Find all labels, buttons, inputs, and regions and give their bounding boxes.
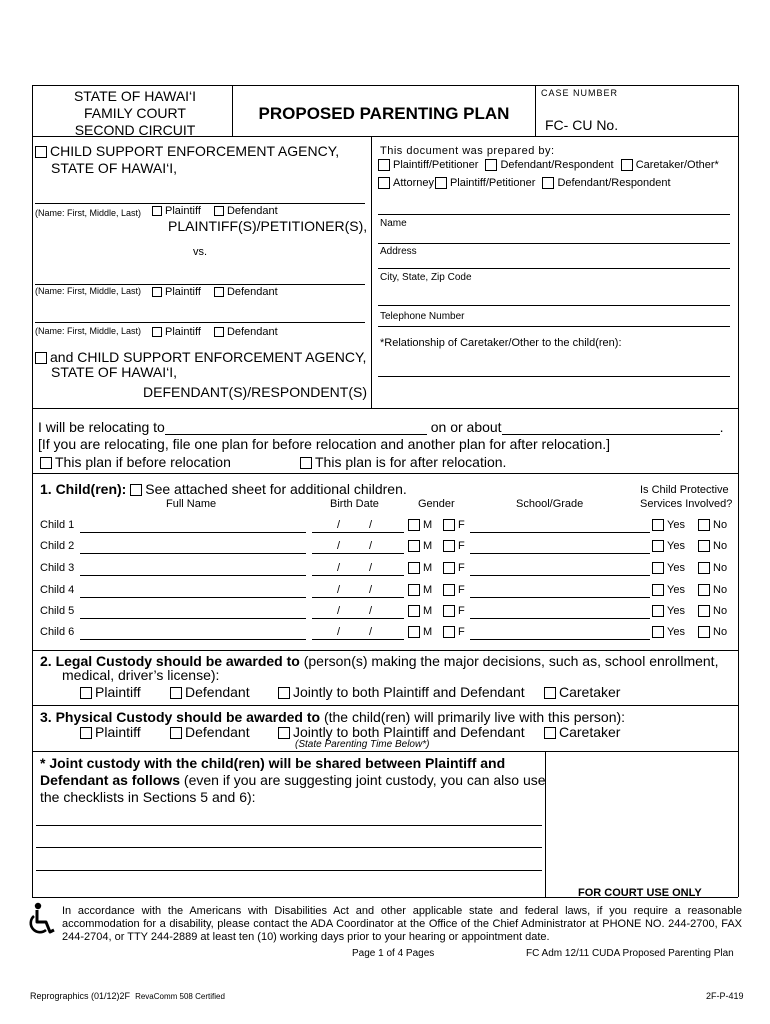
col-cps-line1: Is Child Protective bbox=[640, 484, 729, 496]
child-label: Child 1 bbox=[40, 519, 75, 531]
child-name-field[interactable] bbox=[80, 519, 306, 533]
cps-yes-label: Yes bbox=[667, 540, 685, 552]
party1-defendant-checkbox[interactable] bbox=[214, 206, 224, 216]
case-number-field[interactable]: FC- CU No. bbox=[545, 117, 619, 133]
legal-defendant-label: Defendant bbox=[185, 684, 250, 700]
cps-no-checkbox[interactable] bbox=[698, 626, 710, 638]
physical-note: (State Parenting Time Below*) bbox=[295, 739, 430, 750]
legal-num: 2. bbox=[40, 653, 52, 669]
prep-att-plaintiff-label: Plaintiff/Petitioner bbox=[449, 177, 536, 189]
cps-yes-checkbox[interactable] bbox=[652, 584, 664, 596]
csea2-line2: STATE OF HAWAI‘I, bbox=[51, 364, 177, 380]
csea-checkbox[interactable] bbox=[35, 146, 47, 158]
child-label: Child 6 bbox=[40, 626, 75, 638]
date-slash: / bbox=[369, 519, 373, 531]
legal-caretaker-checkbox[interactable] bbox=[544, 687, 556, 699]
party1-plaintiff-label: Plaintiff bbox=[165, 205, 201, 217]
child-name-field[interactable] bbox=[80, 626, 306, 640]
cps-no-label: No bbox=[713, 540, 728, 552]
prep-attorney-label: Attorney bbox=[393, 177, 434, 189]
legal-plaintiff-label: Plaintiff bbox=[95, 684, 141, 700]
party1-defendant-label: Defendant bbox=[226, 205, 278, 217]
date-slash: / bbox=[337, 540, 341, 552]
date-slash: / bbox=[369, 540, 373, 552]
child-name-field[interactable] bbox=[80, 562, 306, 576]
date-slash: / bbox=[369, 562, 373, 574]
legal-joint-checkbox[interactable] bbox=[278, 687, 290, 699]
defendants-respondents-label: DEFENDANT(S)/RESPONDENT(S) bbox=[143, 384, 368, 400]
csea2-line1: and CHILD SUPPORT ENFORCEMENT AGENCY, bbox=[50, 349, 367, 365]
legal-desc: (person(s) making the major decisions, such as, school enrollment, bbox=[303, 653, 719, 669]
joint-line3: the checklists in Sections 5 and 6): bbox=[40, 789, 256, 805]
prep-address-label: Address bbox=[380, 246, 417, 257]
party3-plaintiff-checkbox[interactable] bbox=[152, 327, 162, 337]
cps-no-label: No bbox=[713, 519, 728, 531]
legal-desc-2: medical, driver’s license): bbox=[62, 667, 220, 683]
child-birthdate-field[interactable] bbox=[312, 584, 404, 598]
party3-defendant-label: Defendant bbox=[226, 326, 278, 338]
male-checkbox[interactable] bbox=[408, 562, 420, 574]
date-slash: / bbox=[369, 605, 373, 617]
female-label: F bbox=[458, 605, 465, 617]
prep-caretaker-checkbox[interactable] bbox=[621, 159, 633, 171]
child-label: Child 2 bbox=[40, 540, 75, 552]
cps-no-checkbox[interactable] bbox=[698, 540, 710, 552]
party2-plaintiff-label: Plaintiff bbox=[165, 286, 201, 298]
case-number-label: CASE NUMBER bbox=[541, 88, 619, 98]
prepared-title: This document was prepared by: bbox=[380, 145, 555, 157]
child-birthdate-field[interactable] bbox=[312, 562, 404, 576]
child-label: Child 5 bbox=[40, 605, 75, 617]
physical-title: Physical Custody should be awarded to bbox=[55, 709, 321, 725]
child-name-field[interactable] bbox=[80, 605, 306, 619]
party2-plaintiff-checkbox[interactable] bbox=[152, 287, 162, 297]
reprographics: Reprographics (01/12)2F bbox=[30, 991, 131, 1001]
legal-caretaker-label: Caretaker bbox=[559, 684, 621, 700]
before-relocation-checkbox[interactable] bbox=[40, 457, 52, 469]
legal-defendant-checkbox[interactable] bbox=[170, 687, 182, 699]
female-checkbox[interactable] bbox=[443, 540, 455, 552]
relocating-to-field[interactable] bbox=[165, 418, 427, 435]
party2-defendant-label: Defendant bbox=[226, 286, 278, 298]
prep-name-label: Name bbox=[380, 218, 407, 229]
prep-plaintiff-checkbox[interactable] bbox=[378, 159, 390, 171]
csea-block bbox=[35, 143, 339, 177]
female-label: F bbox=[458, 540, 465, 552]
col-full-name: Full Name bbox=[166, 498, 217, 510]
prep-attorney-checkbox[interactable] bbox=[378, 177, 390, 189]
child-name-field[interactable] bbox=[80, 540, 306, 554]
cps-no-checkbox[interactable] bbox=[698, 562, 710, 574]
child-school-field[interactable] bbox=[470, 540, 650, 554]
court-use-label: FOR COURT USE ONLY bbox=[578, 887, 702, 897]
child-school-field[interactable] bbox=[470, 605, 650, 619]
party1-plaintiff-checkbox[interactable] bbox=[152, 206, 162, 216]
female-checkbox[interactable] bbox=[443, 626, 455, 638]
physical-desc: (the child(ren) will primarily live with this person): bbox=[323, 709, 626, 725]
male-label: M bbox=[423, 519, 433, 531]
wheelchair-icon bbox=[26, 902, 58, 938]
physical-defendant-label: Defendant bbox=[185, 724, 250, 740]
cps-no-label: No bbox=[713, 605, 728, 617]
child-birthdate-field[interactable] bbox=[312, 605, 404, 619]
legal-joint-label: Jointly to both Plaintiff and Defendant bbox=[293, 684, 525, 700]
male-checkbox[interactable] bbox=[408, 626, 420, 638]
child-school-field[interactable] bbox=[470, 562, 650, 576]
joint-block bbox=[40, 755, 546, 806]
col-school: School/Grade bbox=[516, 498, 584, 510]
child-birthdate-field[interactable] bbox=[312, 626, 404, 640]
physical-joint-label: Jointly to both Plaintiff and Defendant bbox=[293, 724, 525, 740]
female-label: F bbox=[458, 519, 465, 531]
cps-no-label: No bbox=[713, 562, 728, 574]
physical-caretaker-label: Caretaker bbox=[559, 724, 621, 740]
joint-line2-rest: (even if you are suggesting joint custody, you can also use bbox=[180, 772, 546, 788]
vs-label: vs. bbox=[193, 246, 208, 258]
relocation-instructions: [If you are relocating, file one plan for before relocation and another plan for after relocation.] bbox=[38, 436, 611, 452]
female-checkbox[interactable] bbox=[443, 519, 455, 531]
cps-yes-checkbox[interactable] bbox=[652, 626, 664, 638]
court-name bbox=[40, 88, 230, 139]
col-cps-line2: Services Involved? bbox=[640, 498, 733, 510]
male-checkbox[interactable] bbox=[408, 540, 420, 552]
prep-city-label: City, State, Zip Code bbox=[380, 272, 472, 283]
physical-caretaker-checkbox[interactable] bbox=[544, 727, 556, 739]
date-slash: / bbox=[337, 626, 341, 638]
court-line2: FAMILY COURT bbox=[84, 105, 186, 121]
prep-defendant-label: Defendant/Respondent bbox=[500, 159, 614, 171]
form-code: 2F-P-419 bbox=[706, 991, 744, 1001]
document-title: PROPOSED PARENTING PLAN bbox=[258, 104, 510, 123]
cps-yes-label: Yes bbox=[667, 519, 685, 531]
female-label: F bbox=[458, 562, 465, 574]
child-label: Child 3 bbox=[40, 562, 75, 574]
prep-att-defendant-checkbox[interactable] bbox=[542, 177, 554, 189]
child-name-field[interactable] bbox=[80, 584, 306, 598]
legal-plaintiff-checkbox[interactable] bbox=[80, 687, 92, 699]
male-label: M bbox=[423, 584, 433, 596]
prep-att-plaintiff-checkbox[interactable] bbox=[435, 177, 447, 189]
male-label: M bbox=[423, 605, 433, 617]
child-school-field[interactable] bbox=[470, 584, 650, 598]
after-relocation-label: This plan is for after relocation. bbox=[315, 454, 507, 470]
relocation-date-field[interactable] bbox=[502, 418, 720, 435]
prep-plaintiff-label: Plaintiff/Petitioner bbox=[393, 159, 479, 171]
female-label: F bbox=[458, 626, 465, 638]
child-school-field[interactable] bbox=[470, 519, 650, 533]
cps-yes-label: Yes bbox=[667, 626, 685, 638]
joint-line2-bold: Defendant as follows bbox=[40, 772, 181, 788]
csea-line2: STATE OF HAWAI‘I, bbox=[51, 160, 177, 176]
date-slash: / bbox=[337, 584, 341, 596]
cps-yes-label: Yes bbox=[667, 562, 685, 574]
joint-line-field-1[interactable] bbox=[36, 825, 542, 826]
cps-yes-checkbox[interactable] bbox=[652, 562, 664, 574]
cps-yes-label: Yes bbox=[667, 584, 685, 596]
prep-defendant-checkbox[interactable] bbox=[485, 159, 497, 171]
prep-att-defendant-label: Defendant/Respondent bbox=[557, 177, 671, 189]
court-line1: STATE OF HAWAI‘I bbox=[73, 88, 197, 104]
cps-no-label: No bbox=[713, 626, 728, 638]
csea2-checkbox[interactable] bbox=[35, 352, 47, 364]
page-number: Page 1 of 4 Pages bbox=[352, 948, 435, 959]
physical-plaintiff-checkbox[interactable] bbox=[80, 727, 92, 739]
relocating-to-label: I will be relocating to bbox=[38, 419, 165, 435]
female-checkbox[interactable] bbox=[443, 584, 455, 596]
ada-notice: In accordance with the Americans with Disabilities Act and other applicable state and federal laws, if you require a reasonable accommodation for a disability, please contact the ADA Coordinator at the Office of the Chief Administrator at PHONE NO. 244-2700, FAX 244-2704, or TTY 244-2889 at least ten (10) working days prior to your hearing or appointment date. bbox=[62, 905, 742, 943]
form-id: FC Adm 12/11 CUDA Proposed Parenting Plan bbox=[526, 948, 734, 959]
prep-phone-label: Telephone Number bbox=[380, 311, 465, 322]
prep-relationship-label: *Relationship of Caretaker/Other to the child(ren): bbox=[380, 337, 622, 349]
female-checkbox[interactable] bbox=[443, 605, 455, 617]
children-section-title: 1. Child(ren): bbox=[40, 481, 127, 497]
legal-title: Legal Custody should be awarded to bbox=[55, 653, 300, 669]
cps-no-label: No bbox=[713, 584, 728, 596]
on-or-about-label: on or about bbox=[430, 419, 502, 435]
csea2-block bbox=[35, 350, 366, 380]
csea-line1: CHILD SUPPORT ENFORCEMENT AGENCY, bbox=[50, 143, 340, 159]
physical-plaintiff-label: Plaintiff bbox=[95, 724, 141, 740]
male-label: M bbox=[423, 540, 433, 552]
child-label: Child 4 bbox=[40, 584, 75, 596]
male-checkbox[interactable] bbox=[408, 519, 420, 531]
joint-line1: * Joint custody with the child(ren) will be shared between Plaintiff and bbox=[40, 755, 506, 771]
physical-num: 3. bbox=[40, 709, 52, 725]
cps-no-checkbox[interactable] bbox=[698, 584, 710, 596]
party3-plaintiff-label: Plaintiff bbox=[165, 326, 201, 338]
child-birthdate-field[interactable] bbox=[312, 519, 404, 533]
see-attached-label: See attached sheet for additional children. bbox=[145, 481, 407, 497]
name-label-3: (Name: First, Middle, Last) bbox=[35, 326, 142, 336]
date-slash: / bbox=[369, 584, 373, 596]
physical-joint-checkbox[interactable] bbox=[278, 727, 290, 739]
male-label: M bbox=[423, 626, 433, 638]
name-label-2: (Name: First, Middle, Last) bbox=[35, 286, 142, 296]
cps-yes-label: Yes bbox=[667, 605, 685, 617]
date-slash: / bbox=[337, 519, 341, 531]
after-relocation-checkbox[interactable] bbox=[300, 457, 312, 469]
cps-no-checkbox[interactable] bbox=[698, 605, 710, 617]
male-checkbox[interactable] bbox=[408, 605, 420, 617]
plaintiffs-petitioners-label: PLAINTIFF(S)/PETITIONER(S), bbox=[168, 218, 368, 234]
male-checkbox[interactable] bbox=[408, 584, 420, 596]
child-school-field[interactable] bbox=[470, 626, 650, 640]
child-birthdate-field[interactable] bbox=[312, 540, 404, 554]
date-slash: / bbox=[369, 626, 373, 638]
see-attached-checkbox[interactable] bbox=[130, 484, 142, 496]
male-label: M bbox=[423, 562, 433, 574]
party3-defendant-checkbox[interactable] bbox=[214, 327, 224, 337]
party2-defendant-checkbox[interactable] bbox=[214, 287, 224, 297]
joint-line-field-2[interactable] bbox=[36, 847, 542, 848]
physical-defendant-checkbox[interactable] bbox=[170, 727, 182, 739]
cps-no-checkbox[interactable] bbox=[698, 519, 710, 531]
date-slash: / bbox=[337, 605, 341, 617]
joint-line-field-3[interactable] bbox=[36, 870, 542, 871]
female-label: F bbox=[458, 584, 465, 596]
cps-yes-checkbox[interactable] bbox=[652, 540, 664, 552]
col-gender: Gender bbox=[418, 498, 455, 510]
cps-yes-checkbox[interactable] bbox=[652, 519, 664, 531]
col-birth-date: Birth Date bbox=[330, 498, 379, 510]
date-slash: / bbox=[337, 562, 341, 574]
name-label-1: (Name: First, Middle, Last) bbox=[35, 208, 142, 218]
prep-caretaker-label: Caretaker/Other* bbox=[635, 159, 719, 171]
female-checkbox[interactable] bbox=[443, 562, 455, 574]
court-line3: SECOND CIRCUIT bbox=[74, 122, 196, 138]
before-relocation-label: This plan if before relocation bbox=[55, 454, 231, 470]
cps-yes-checkbox[interactable] bbox=[652, 605, 664, 617]
revacomm: RevaComm 508 Certified bbox=[135, 992, 225, 1001]
